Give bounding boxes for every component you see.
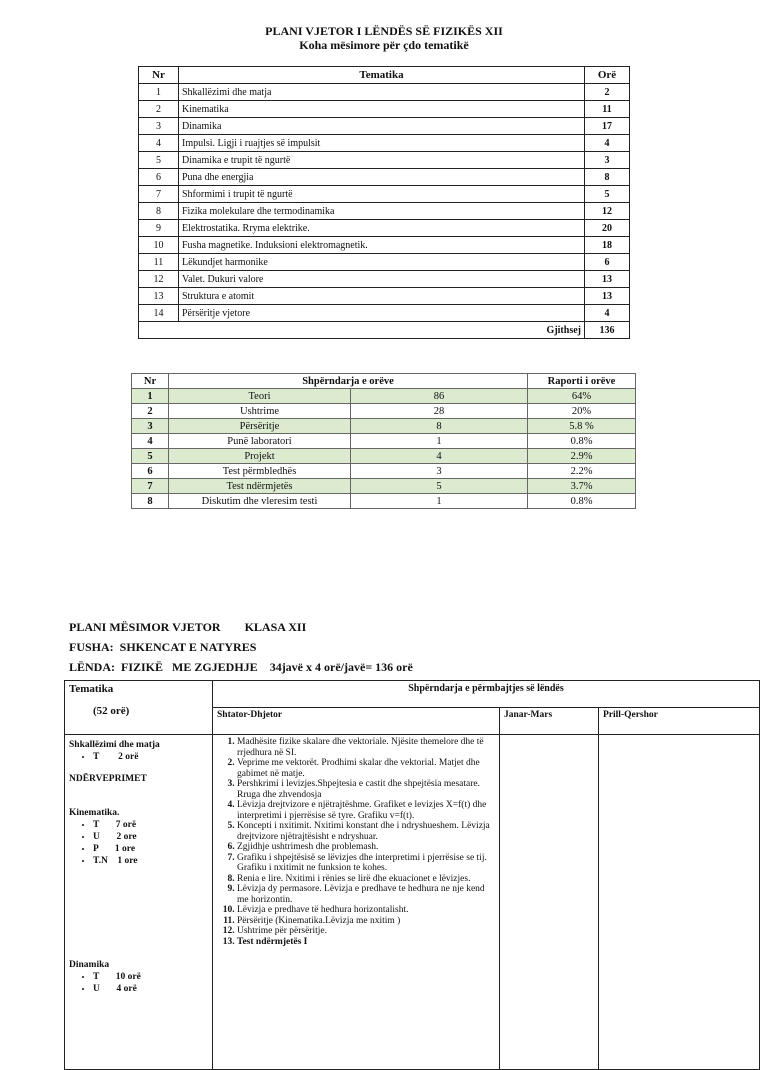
topic-name: Struktura e atomit (179, 288, 585, 305)
topic-name: Dinamika (179, 118, 585, 135)
topic-hours: 5 (585, 186, 630, 203)
distribution-hours: 28 (351, 404, 528, 419)
lesson-item (237, 821, 495, 842)
section-hours-list (69, 751, 208, 763)
topic-row (139, 203, 630, 220)
lesson-item (237, 916, 495, 927)
tematika-header-cell (65, 681, 213, 735)
topic-nr: 1 (139, 84, 179, 101)
col-prill-qershor: Prill-Qershor (599, 708, 760, 735)
header-ratio: Raporti i orëve (528, 374, 636, 389)
distribution-row (132, 449, 636, 464)
col-shtator-dhjetor: Shtator-Dhjetor (213, 708, 500, 735)
distribution-hours: 1 (351, 494, 528, 509)
distribution-hours: 4 (351, 449, 528, 464)
topics-total-row (139, 322, 630, 339)
topic-row (139, 101, 630, 118)
header-nr: Nr (132, 374, 169, 389)
distribution-row (132, 494, 636, 509)
topic-name: Elektrostatika. Rryma elektrike. (179, 220, 585, 237)
topic-nr: 2 (139, 101, 179, 118)
topic-name: Përsëritje vjetore (179, 305, 585, 322)
lesson-text: Test ndërmjetës I (237, 936, 308, 947)
topic-hours: 11 (585, 101, 630, 118)
distribution-nr: 4 (132, 434, 169, 449)
topic-name: Dinamika e trupit të ngurtë (179, 152, 585, 169)
topic-hours: 2 (585, 84, 630, 101)
topics-table-header (139, 67, 630, 84)
topic-row (139, 254, 630, 271)
distribution-header: Shpërndarja e përmbajtjes së lëndës (213, 681, 760, 708)
topic-nr: 8 (139, 203, 179, 220)
distribution-row (132, 389, 636, 404)
distribution-ratio: 5.8 % (528, 419, 636, 434)
distribution-hours: 8 (351, 419, 528, 434)
topic-nr: 6 (139, 169, 179, 186)
tematika-hours: (52 orë) (93, 705, 130, 717)
lesson-item (237, 937, 495, 948)
lesson-item (237, 779, 495, 800)
topic-name: Shformimi i trupit të ngurtë (179, 186, 585, 203)
topic-name: Puna dhe energjia (179, 169, 585, 186)
hours-item: • T 2 orë (93, 751, 208, 763)
topic-nr: 13 (139, 288, 179, 305)
lesson-item (237, 926, 495, 937)
prill-qershor-cell (599, 735, 760, 1070)
section-heading: NDËRVEPRIMET (69, 774, 147, 784)
distribution-hours: 5 (351, 479, 528, 494)
header-ore: Orë (585, 67, 630, 84)
topic-name: Impulsi. Ligji i ruajtjes së impulsit (179, 135, 585, 152)
topic-name: Shkallëzimi dhe matja (179, 84, 585, 101)
lesson-text: Pershkrimi i levizjes.Shpejtesia e castit dhe shpejtësia mesatare. Rruga dhe zhvendosja (237, 779, 480, 800)
topic-nr: 11 (139, 254, 179, 271)
distribution-table-header (132, 374, 636, 389)
topics-table (138, 66, 630, 339)
distribution-ratio: 20% (528, 404, 636, 419)
topic-nr: 14 (139, 305, 179, 322)
distribution-nr: 7 (132, 479, 169, 494)
distribution-type: Projekt (169, 449, 351, 464)
section-heading: Kinematika. (69, 808, 120, 818)
distribution-type: Diskutim dhe vleresim testi (169, 494, 351, 509)
section-hours-list (69, 971, 208, 995)
distribution-nr: 6 (132, 464, 169, 479)
lesson-item (237, 800, 495, 821)
topic-hours: 6 (585, 254, 630, 271)
topic-row (139, 305, 630, 322)
topic-row (139, 186, 630, 203)
lesson-text: Zgjidhje ushtrimesh dhe problemash. (237, 842, 379, 852)
topic-row (139, 288, 630, 305)
topic-hours: 4 (585, 135, 630, 152)
topic-name: Fizika molekulare dhe termodinamika (179, 203, 585, 220)
lesson-text: Renia e lire. Nxitimi i rënies se lirë dhe ekuacionet e lëvizjes. (237, 873, 471, 884)
lesson-text: Lëvizja drejtvizore e njëtrajtëshme. Grafiket e levizjes X=f(t) dhe interpretimi i pjerrësise së tyre. Grafiku v=f(t). (237, 800, 487, 821)
col-janar-mars: Janar-Mars (500, 708, 599, 735)
topic-hours: 13 (585, 271, 630, 288)
yearly-plan-table (64, 680, 760, 1070)
topic-hours: 20 (585, 220, 630, 237)
plan-subject-line: LËNDA: FIZIKË ME ZGJEDHJE 34javë x 4 orë/javë= 136 orë (69, 660, 413, 674)
lesson-item (237, 737, 495, 758)
topic-nr: 5 (139, 152, 179, 169)
distribution-nr: 8 (132, 494, 169, 509)
lesson-text: Madhësite fizike skalare dhe vektoriale. Njësite themelore dhe të rrjedhura në SI. (237, 737, 484, 758)
topic-nr: 3 (139, 118, 179, 135)
section-heading: Dinamika (69, 960, 110, 970)
topic-hours: 13 (585, 288, 630, 305)
distribution-row (132, 404, 636, 419)
distribution-nr: 1 (132, 389, 169, 404)
topic-nr: 10 (139, 237, 179, 254)
topic-hours: 18 (585, 237, 630, 254)
lesson-text: Koncepti i nxitimit. Nxitimi konstant dhe i ndryshueshem. Lëvizja drejtvizore njëtrajtësisht e ndryshuar. (237, 821, 490, 842)
plan-title-line: PLANI MËSIMOR VJETOR KLASA XII (69, 620, 307, 634)
lesson-text: Lëvizja e predhave të hedhura horizontalisht. (237, 905, 409, 915)
plan-header-row (65, 681, 760, 708)
plan-field-line: FUSHA: SHKENCAT E NATYRES (69, 640, 257, 654)
distribution-type: Ushtrime (169, 404, 351, 419)
distribution-nr: 2 (132, 404, 169, 419)
topic-hours: 12 (585, 203, 630, 220)
topic-row (139, 84, 630, 101)
distribution-ratio: 3.7% (528, 479, 636, 494)
distribution-row (132, 464, 636, 479)
topic-hours: 8 (585, 169, 630, 186)
topic-row (139, 152, 630, 169)
distribution-hours: 3 (351, 464, 528, 479)
hours-item: • T 7 orë (93, 819, 208, 831)
distribution-hours: 1 (351, 434, 528, 449)
distribution-type: Test ndërmjetës (169, 479, 351, 494)
lessons-list (217, 737, 495, 947)
lesson-text: Ushtrime për përsëritje. (237, 926, 327, 936)
hours-item: • P 1 ore (93, 843, 208, 855)
topic-row (139, 271, 630, 288)
page-subtitle: Koha mësimore për çdo tematikë (299, 38, 469, 52)
lesson-item (237, 842, 495, 853)
section-hours-list (69, 819, 208, 867)
topic-nr: 7 (139, 186, 179, 203)
lesson-item (237, 884, 495, 905)
topic-row (139, 169, 630, 186)
distribution-row (132, 479, 636, 494)
page-title: PLANI VJETOR I LËNDËS SË FIZIKËS XII (265, 24, 503, 38)
topic-row (139, 237, 630, 254)
topic-name: Valet. Dukuri valore (179, 271, 585, 288)
distribution-table (131, 373, 636, 509)
hours-item: • U 2 ore (93, 831, 208, 843)
distribution-type: Test përmbledhës (169, 464, 351, 479)
distribution-ratio: 64% (528, 389, 636, 404)
hours-item: • T.N 1 ore (93, 855, 208, 867)
header-distribution: Shpërndarja e orëve (169, 374, 528, 389)
section-heading: Shkallëzimi dhe matja (69, 740, 160, 750)
topic-row (139, 135, 630, 152)
distribution-nr: 3 (132, 419, 169, 434)
distribution-ratio: 0.8% (528, 494, 636, 509)
topic-nr: 4 (139, 135, 179, 152)
hours-item: • U 4 orë (93, 983, 208, 995)
distribution-type: Teori (169, 389, 351, 404)
topic-row (139, 118, 630, 135)
distribution-ratio: 2.2% (528, 464, 636, 479)
topic-hours: 3 (585, 152, 630, 169)
tematika-label: Tematika (69, 683, 114, 695)
topic-name: Lëkundjet harmonike (179, 254, 585, 271)
distribution-row (132, 419, 636, 434)
header-nr: Nr (139, 67, 179, 84)
lesson-item (237, 853, 495, 874)
topic-hours: 4 (585, 305, 630, 322)
distribution-nr: 5 (132, 449, 169, 464)
lesson-text: Veprime me vektorët. Prodhimi skalar dhe vektorial. Matjet dhe gabimet në matje. (237, 758, 480, 779)
topic-nr: 12 (139, 271, 179, 288)
topic-row (139, 220, 630, 237)
total-label: Gjithsej (139, 322, 585, 339)
header-tematika: Tematika (179, 67, 585, 84)
total-hours: 136 (585, 322, 630, 339)
plan-content-row (65, 735, 760, 1070)
lessons-cell (213, 735, 500, 1070)
distribution-type: Përsëritje (169, 419, 351, 434)
lesson-item (237, 905, 495, 916)
topic-hours: 17 (585, 118, 630, 135)
distribution-ratio: 2.9% (528, 449, 636, 464)
distribution-row (132, 434, 636, 449)
lesson-item (237, 758, 495, 779)
distribution-hours: 86 (351, 389, 528, 404)
topic-name: Kinematika (179, 101, 585, 118)
hours-item: • T 10 orë (93, 971, 208, 983)
topic-nr: 9 (139, 220, 179, 237)
lesson-text: Grafiku i shpejtësisë se lëvizjes dhe interpretimi i pjerrësise se tij. Grafiku i nxitimit ne funksion te kohes. (237, 852, 487, 873)
topic-name: Fusha magnetike. Induksioni elektromagnetik. (179, 237, 585, 254)
topic-breakdown-cell (65, 735, 213, 1070)
lesson-text: Lëvizja dy permasore. Lëvizja e predhave te hedhura ne nje kend me horizontin. (237, 884, 485, 905)
lesson-item (237, 874, 495, 885)
distribution-type: Punë laboratori (169, 434, 351, 449)
lesson-text: Përsëritje (Kinematika.Lëvizja me nxitim ) (237, 915, 401, 926)
distribution-ratio: 0.8% (528, 434, 636, 449)
janar-mars-cell (500, 735, 599, 1070)
